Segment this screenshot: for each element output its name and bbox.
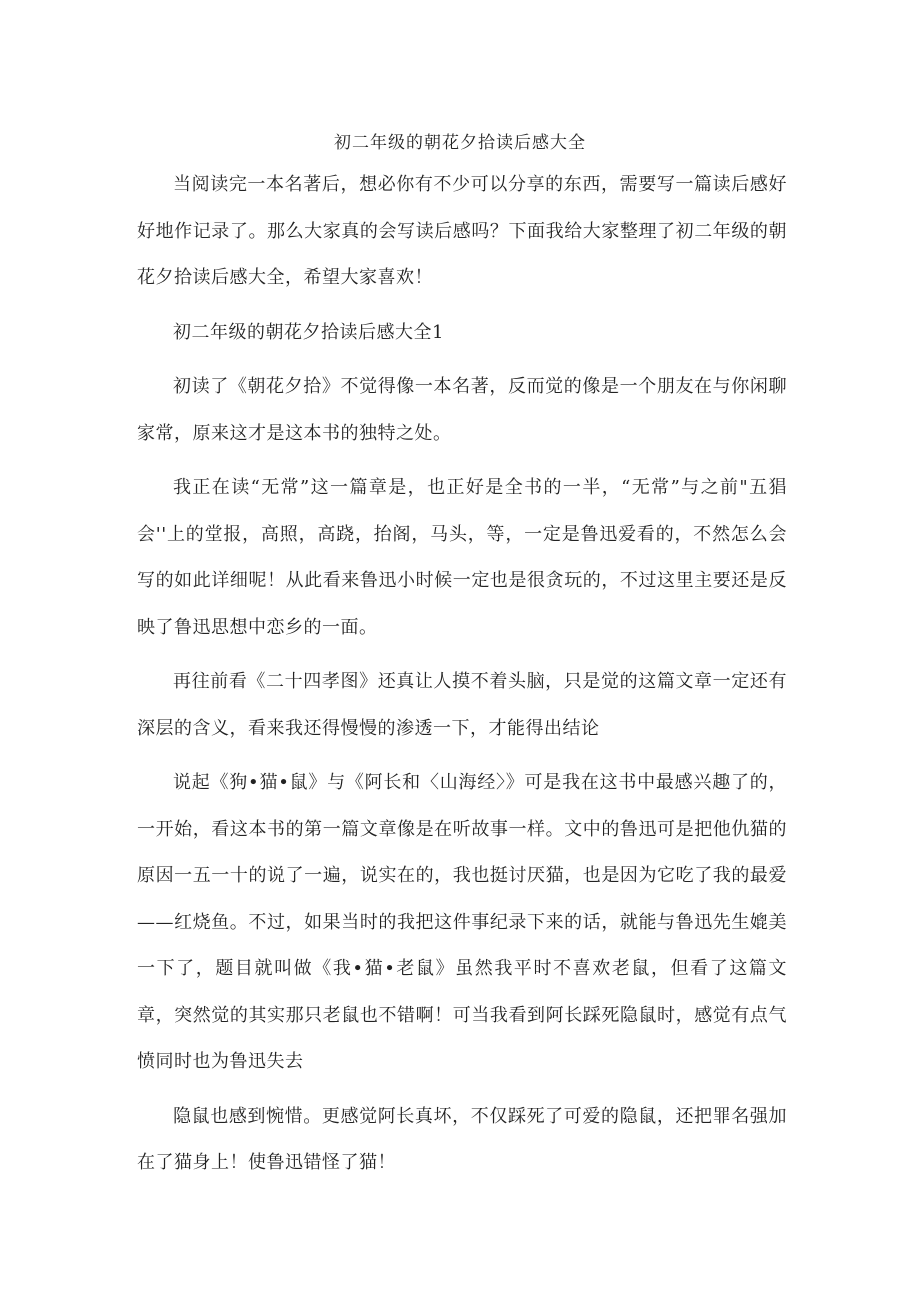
body-paragraph: 再往前看《二十四孝图》还真让人摸不着头脑，只是觉的这篇文章一定还有深层的含义，看来我还得慢慢的渗透一下，才能得出结论	[137, 671, 787, 739]
document-body	[137, 162, 787, 1195]
section-heading: 初二年级的朝花夕拾读后感大全1	[173, 321, 444, 343]
document-title: 初二年级的朝花夕拾读后感大全	[334, 133, 586, 153]
body-paragraph: 初读了《朝花夕拾》不觉得像一本名著，反而觉的像是一个朋友在与你闲聊家常，原来这才是这本书的独特之处。	[137, 376, 787, 444]
body-paragraph: 说起《狗•猫•鼠》与《阿长和〈山海经〉》可是我在这书中最感兴趣了的，一开始，看这本书的第一篇文章像是在听故事一样。文中的鲁迅可是把他仇猫的原因一五一十的说了一遍，说实在的，我也挺讨厌猫，也是因为它吃了我的最爱——红烧鱼。不过，如果当时的我把这件事纪录下来的话，就能与鲁迅先生媲美一下了，题目就叫做《我•猫•老鼠》虽然我平时不喜欢老鼠，但看了这篇文章，突然觉的其实那只老鼠也不错啊！可当我看到阿长踩死隐鼠时，感觉有点气愤同时也为鲁迅失去	[137, 772, 787, 1072]
body-paragraph: 我正在读“无常”这一篇章是，也正好是全书的一半，“无常”与之前"五猖会''上的堂报，高照，高跷，抬阁，马头，等，一定是鲁迅爱看的，不然怎么会写的如此详细呢！从此看来鲁迅小时候一定也是很贪玩的，不过这里主要还是反映了鲁迅思想中恋乡的一面。	[137, 477, 787, 638]
body-paragraph: 隐鼠也感到惋惜。更感觉阿长真坏，不仅踩死了可爱的隐鼠，还把罪名强加在了猫身上！使鲁迅错怪了猫！	[137, 1105, 787, 1173]
intro-paragraph: 当阅读完一本名著后，想必你有不少可以分享的东西，需要写一篇读后感好好地作记录了。那么大家真的会写读后感吗？下面我给大家整理了初二年级的朝花夕拾读后感大全，希望大家喜欢！	[137, 174, 787, 288]
